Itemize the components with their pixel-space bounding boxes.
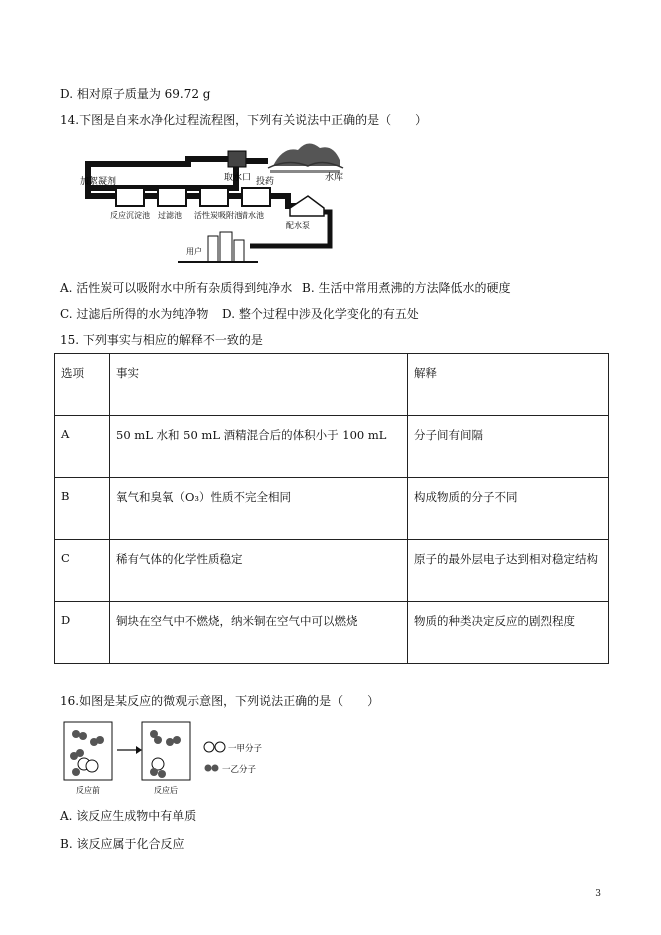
table-row — [55, 416, 609, 478]
q14-water-purification-diagram — [58, 136, 358, 272]
reservoir-icon — [268, 143, 343, 173]
q16-stem: 16.如图是某反应的微观示意图，下列说法正确的是（ ） — [60, 694, 380, 708]
q15-table — [54, 353, 609, 664]
label-pump: 配水泵 — [286, 221, 310, 230]
label-reservoir: 水库 — [325, 173, 344, 183]
intake-box — [228, 151, 246, 167]
header-option: 选项 — [55, 354, 110, 416]
header-fact: 事实 — [110, 354, 408, 416]
row-fact: 氧气和臭氧（O₃）性质不完全相同 — [110, 478, 408, 540]
q16-option-b: B. 该反应属于化合反应 — [60, 837, 185, 851]
q14-stem: 14.下图是自来水净化过程流程图，下列有关说法中正确的是（ ） — [60, 113, 428, 127]
label-clear-tank: 清水池 — [240, 211, 264, 220]
after-box — [142, 722, 190, 780]
label-add-flocculant: 加絮凝剂 — [80, 177, 117, 187]
row-explanation: 构成物质的分子不同 — [408, 478, 609, 540]
page-number: 3 — [595, 889, 601, 899]
after-label: 反应后 — [154, 786, 178, 795]
header-explanation: 解释 — [408, 354, 609, 416]
legend-a-label: 一甲分子 — [228, 744, 263, 754]
row-option: C — [55, 540, 110, 602]
label-user: 用户 — [186, 247, 202, 256]
row-fact: 铜块在空气中不燃烧，纳米铜在空气中可以燃烧 — [110, 602, 408, 664]
before-box — [64, 722, 112, 780]
before-label: 反应前 — [76, 786, 100, 795]
table-header-row — [55, 354, 609, 416]
row-explanation: 分子间有间隔 — [408, 416, 609, 478]
q14-option-d: D. 整个过程中涉及化学变化的有五处 — [222, 307, 419, 321]
table-row — [55, 602, 609, 664]
q15-stem: 15. 下列事实与相应的解释不一致的是 — [60, 333, 263, 347]
row-explanation: 原子的最外层电子达到相对稳定结构 — [408, 540, 609, 602]
row-option: D — [55, 602, 110, 664]
prev-option-d: D. 相对原子质量为 69.72 g — [60, 87, 211, 101]
row-fact: 稀有气体的化学性质稳定 — [110, 540, 408, 602]
q16-reaction-diagram — [62, 720, 282, 800]
q16-option-a: A. 该反应生成物中有单质 — [60, 809, 197, 823]
row-option: A — [55, 416, 110, 478]
q14-option-b: B. 生活中常用煮沸的方法降低水的硬度 — [302, 281, 511, 295]
row-option: B — [55, 478, 110, 540]
q14-option-a: A. 活性炭可以吸附水中所有杂质得到纯净水 — [60, 281, 293, 295]
label-filter-tank: 过滤池 — [158, 211, 182, 220]
label-reaction-tank: 反应沉淀池 — [110, 211, 150, 220]
label-dosing: 投药 — [256, 177, 275, 187]
q14-option-c: C. 过滤后所得的水为纯净物 — [60, 307, 209, 321]
label-intake: 取水口 — [224, 173, 252, 183]
row-explanation: 物质的种类决定反应的剧烈程度 — [408, 602, 609, 664]
row-fact: 50 mL 水和 50 mL 酒精混合后的体积小于 100 mL — [110, 416, 408, 478]
table-row — [55, 478, 609, 540]
pump-house — [290, 196, 324, 216]
label-carbon-tank: 活性炭吸附池 — [194, 211, 242, 220]
legend-b-label: 一乙分子 — [222, 765, 257, 775]
table-row — [55, 540, 609, 602]
